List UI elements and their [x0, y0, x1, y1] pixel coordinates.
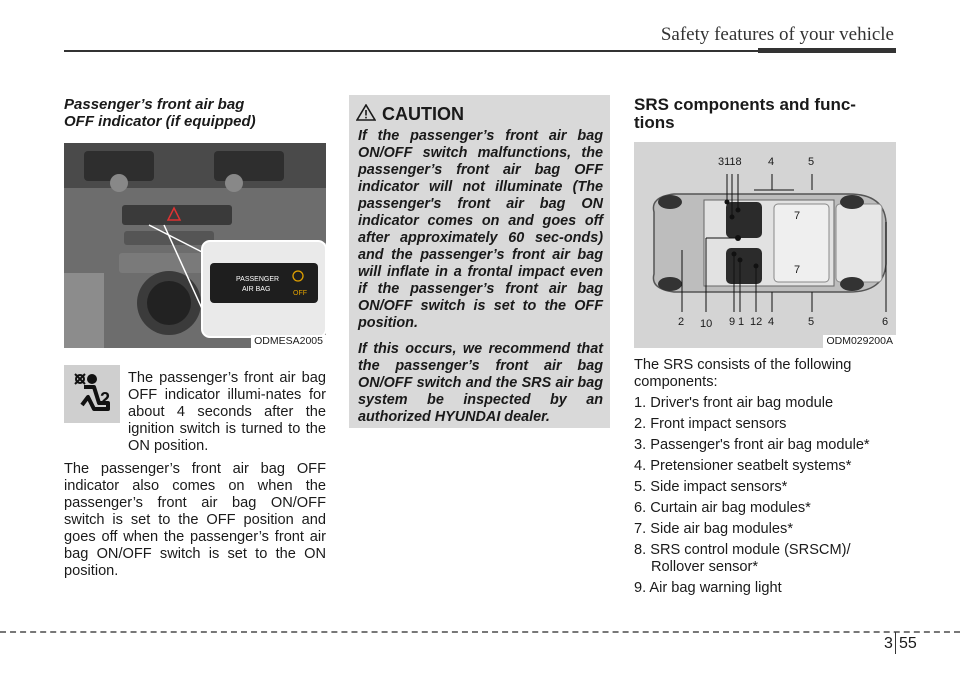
- caution-title: CAUTION: [382, 104, 464, 124]
- diagram-label-12: 12: [750, 316, 763, 328]
- page-number: 55: [899, 635, 917, 652]
- diagram-label-10: 10: [700, 318, 713, 330]
- section-subtitle: [64, 96, 326, 130]
- indicator-number: 2: [100, 389, 111, 409]
- list-item: 1. Driver's front air bag module: [634, 395, 834, 411]
- vehicle-topview-illustration: [634, 142, 896, 348]
- diagram-label-5-bottom: 5: [808, 316, 815, 328]
- diagram-label-2: 2: [678, 316, 685, 328]
- dashboard-illustration: [64, 143, 326, 348]
- list-item: 3. Passenger's front air bag module*: [634, 437, 870, 453]
- diagram-label-top: 3118: [718, 156, 742, 168]
- srs-title-line-2: tions: [634, 113, 675, 132]
- diagram-label-7a: 7: [794, 210, 801, 222]
- srs-components-diagram: [634, 142, 896, 348]
- diagram-label-4-top: 4: [768, 156, 775, 168]
- diagram-label-6: 6: [882, 316, 889, 328]
- list-item: 6. Curtain air bag modules*: [634, 500, 811, 516]
- diagram-label-5-top: 5: [808, 156, 815, 168]
- indicator-description: [64, 370, 326, 580]
- warning-triangle-icon: [356, 104, 376, 121]
- list-item: 5. Side impact sensors*: [634, 479, 788, 495]
- subtitle-line-1: Passenger’s front air bag: [64, 96, 245, 113]
- footer-rule: [0, 631, 960, 633]
- srs-title-line-1: SRS components and func-: [634, 95, 856, 114]
- diagram-caption: ODM029200A: [823, 335, 896, 348]
- photo-caption: ODMESA2005: [251, 335, 326, 348]
- switch-label-off: OFF: [293, 290, 307, 297]
- header-rule-accent: [758, 48, 896, 53]
- chapter-number: 3: [884, 635, 893, 652]
- list-item: 9. Air bag warning light: [634, 580, 782, 596]
- srs-intro: The SRS consists of the following components:: [634, 357, 852, 390]
- diagram-label-9: 9: [729, 316, 736, 328]
- caution-heading: [356, 104, 464, 125]
- diagram-label-7b: 7: [794, 264, 801, 276]
- page-header-title: Safety features of your vehicle: [660, 24, 894, 45]
- caution-para-1: If the passenger’s front air bag ON/OFF switch malfunctions, the passenger’s front air bag OFF indicator will not illuminate (The passenger's front air bag ON indicator comes on and goes off after approximately 60 sec-onds) and the passenger’s front air bag will inflate in a frontal impact even if the passenger’s front air bag ON/OFF switch is set to the OFF position.: [358, 128, 603, 331]
- list-item: 8. SRS control module (SRSCM)/ Rollover sensor*: [634, 542, 851, 575]
- page-number-separator: [895, 632, 896, 654]
- caution-body: [358, 128, 603, 435]
- diagram-label-4-bottom: 4: [768, 316, 775, 328]
- srs-component-list: [634, 357, 896, 601]
- list-item: 4. Pretensioner seatbelt systems*: [634, 458, 852, 474]
- srs-section-title: [634, 96, 896, 132]
- switch-label-passenger: PASSENGER: [236, 276, 280, 283]
- list-item: 2. Front impact sensors: [634, 416, 787, 432]
- caution-para-2: If this occurs, we recommend that the passenger’s front air bag ON/OFF switch and the SRS air bag system be inspected by an authorized HYUNDAI dealer.: [358, 341, 603, 425]
- subtitle-line-2: OFF indicator (if equipped): [64, 113, 256, 130]
- indicator-para-2: The passenger’s front air bag OFF indicator also comes on when the passenger’s front air bag ON/OFF switch is set to the OFF position and goes off when the passenger’s front air bag ON/OFF switch is set to the ON position.: [64, 461, 326, 579]
- list-item: 7. Side air bag modules*: [634, 521, 794, 537]
- switch-label-airbag: AIR BAG: [242, 286, 271, 293]
- dashboard-photo: [64, 143, 326, 348]
- diagram-label-1: 1: [738, 316, 745, 328]
- indicator-para-1: The passenger’s front air bag OFF indicator illumi-nates for about 4 seconds after the ignition switch is turned to the ON position.: [128, 370, 326, 454]
